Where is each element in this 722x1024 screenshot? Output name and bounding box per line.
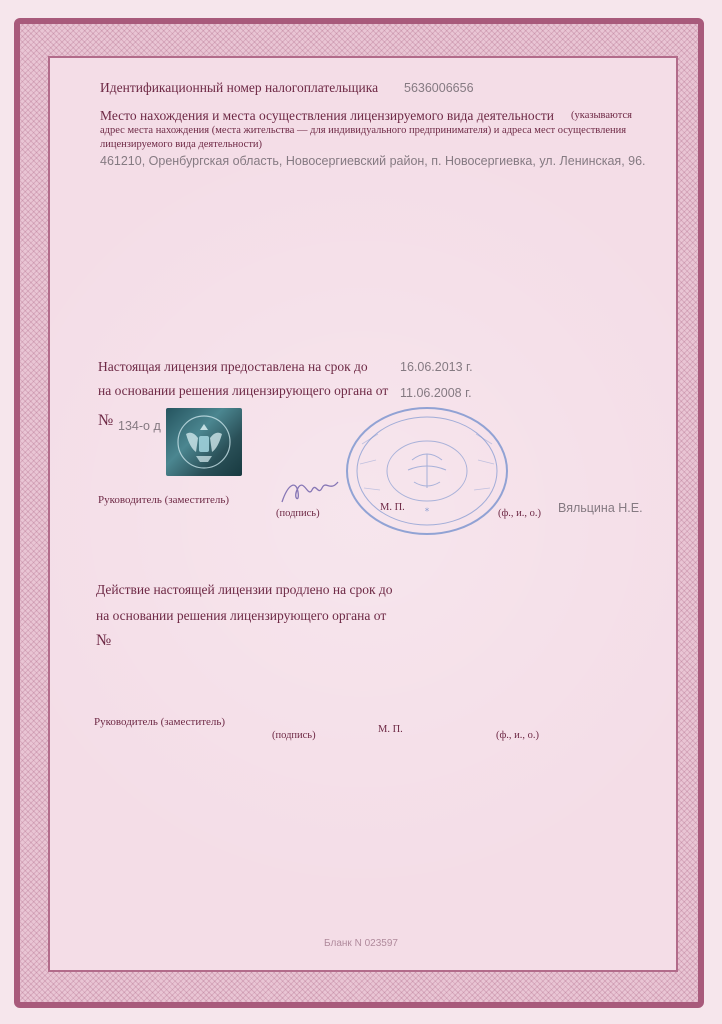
- fio-label-2: (ф., и., о.): [496, 730, 540, 741]
- head-label-2: Руководитель (заместитель): [94, 716, 226, 728]
- extension-label: Действие настоящей лицензии продлено на срок до: [96, 582, 393, 597]
- decision-number: 134-о д: [118, 419, 161, 433]
- term-date: 16.06.2013 г.: [400, 360, 473, 374]
- term-label: Настоящая лицензия предоставлена на срок до: [98, 359, 368, 374]
- location-value: 461210, Оренбургская область, Новосергиевский район, п. Новосергиевка, ул. Ленинская, 96.: [100, 154, 646, 168]
- inn-value: 5636006656: [404, 81, 474, 95]
- signature-scribble: [278, 474, 344, 508]
- location-hint: адрес места нахождения (места жительства — для индивидуального предпринимателя) и адреса мест осуществления лицензируемого вида деятельности): [100, 125, 627, 150]
- inn-label: Идентификационный номер налогоплательщика: [100, 80, 379, 95]
- svg-text:*: *: [424, 507, 430, 517]
- fio-label-1: (ф., и., о.): [498, 508, 542, 519]
- mp-label-1: М. П.: [380, 502, 405, 513]
- term-basis-date: 11.06.2008 г.: [400, 386, 472, 400]
- eagle-emblem-icon: [166, 408, 242, 476]
- official-seal-stamp: [342, 404, 512, 538]
- head-label-1: Руководитель (заместитель): [98, 494, 230, 506]
- hologram-sticker: [166, 408, 242, 476]
- sign-label-1: (подпись): [276, 508, 320, 519]
- extension-number-symbol: №: [96, 632, 112, 649]
- number-symbol: №: [98, 412, 114, 429]
- fio-value-1: Вяльцина Н.Е.: [558, 501, 643, 515]
- location-label: Место нахождения и места осуществления лицензируемого вида деятельности: [100, 108, 555, 123]
- mp-label-2: М. П.: [378, 724, 403, 735]
- location-hint-start: (указываются: [571, 110, 632, 121]
- sign-label-2: (подпись): [272, 730, 316, 741]
- term-basis-label: на основании решения лицензирующего органа от: [98, 383, 389, 398]
- blank-number: Бланк N 023597: [324, 938, 398, 949]
- extension-basis-label: на основании решения лицензирующего органа от: [96, 608, 387, 623]
